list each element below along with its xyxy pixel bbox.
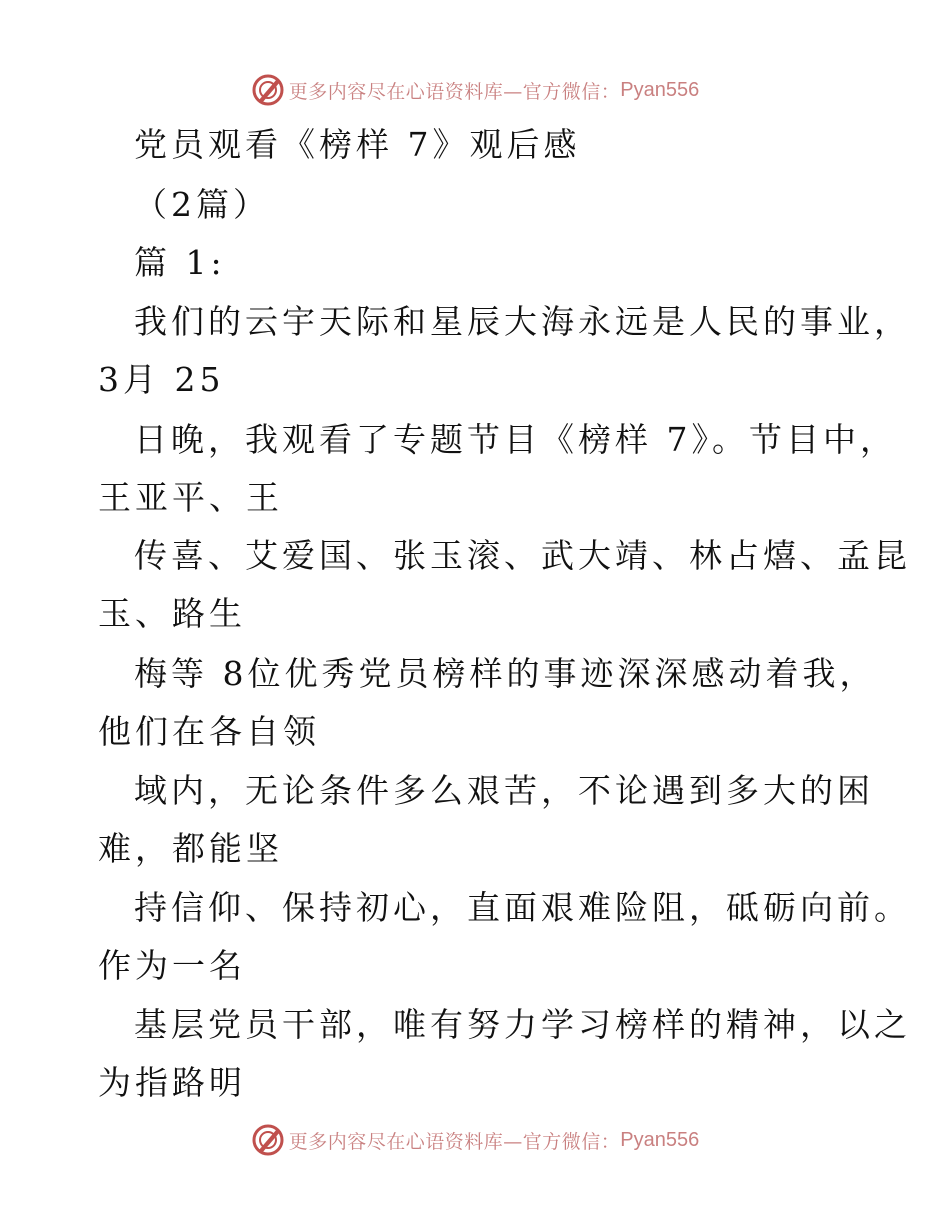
body-line: 3月 25: [98, 360, 225, 399]
pen-logo-icon: [251, 1123, 285, 1157]
body-line: 王亚平、王: [98, 478, 283, 517]
body-line: 日晚，我观看了专题节目《榜样 7》。节目中，: [134, 420, 897, 459]
watermark-text: 更多内容尽在心语资料库—官方微信：: [288, 80, 621, 103]
body-line: 难，都能坚: [98, 829, 283, 868]
footer-watermark-banner: [0, 1120, 950, 1160]
body-line: 他们在各自领: [98, 712, 320, 751]
body-line: 传喜、艾爱国、张玉滚、武大靖、林占熺、孟昆: [134, 536, 911, 575]
body-line: 基层党员干部，唯有努力学习榜样的精神，以之: [134, 1005, 911, 1044]
section-heading: 篇 1:: [134, 243, 226, 282]
watermark-text: 更多内容尽在心语资料库—官方微信：: [288, 1130, 621, 1153]
body-line: 梅等 8位优秀党员榜样的事迹深深感动着我，: [134, 654, 877, 693]
body-line: 我们的云宇天际和星辰大海永远是人民的事业，: [134, 302, 911, 341]
pen-logo-icon: [251, 73, 285, 107]
body-line: 为指路明: [98, 1063, 246, 1102]
document-subtitle: （2篇）: [134, 185, 270, 224]
body-line: 持信仰、保持初心，直面艰难险阻，砥砺向前。: [134, 888, 911, 927]
body-line: 玉、路生: [98, 594, 246, 633]
body-line: 作为一名: [98, 946, 246, 985]
body-line: 域内，无论条件多么艰苦，不论遇到多大的困: [134, 771, 874, 810]
watermark-handle: Pyan556: [620, 1128, 700, 1151]
watermark-handle: Pyan556: [620, 78, 700, 101]
document-title: 党员观看《榜样 7》观后感: [134, 125, 581, 164]
header-watermark-banner: [0, 70, 950, 110]
